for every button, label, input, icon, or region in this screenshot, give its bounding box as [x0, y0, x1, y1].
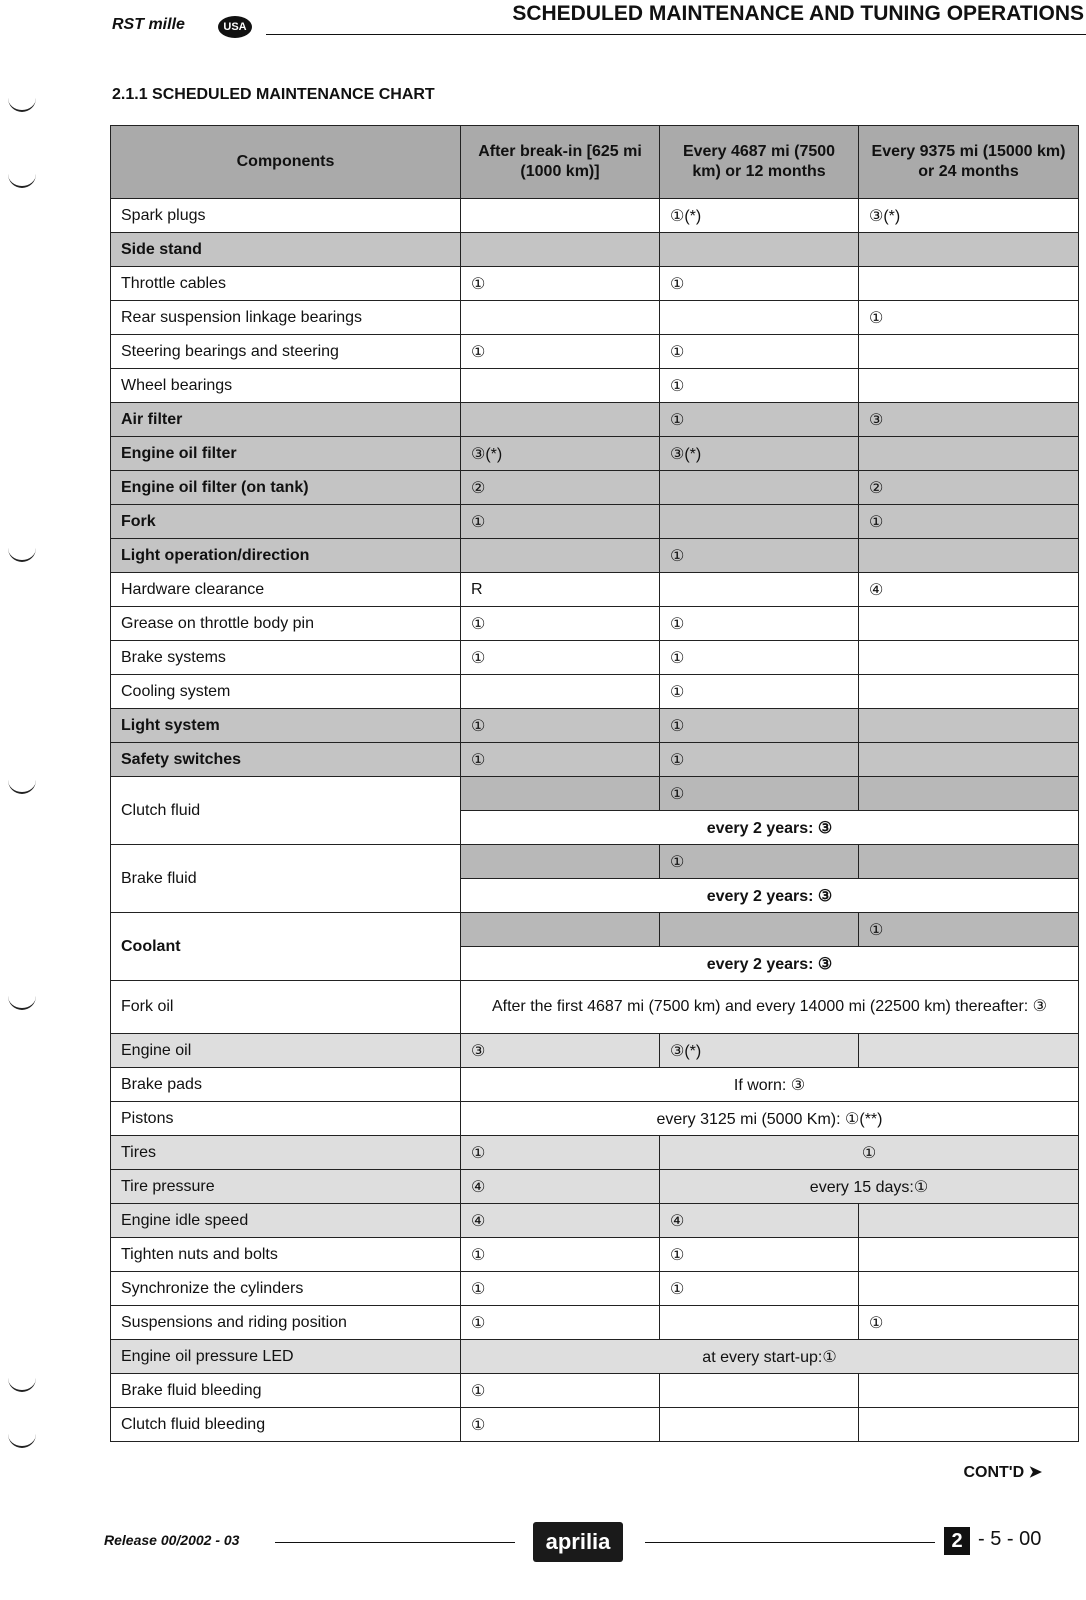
table-cell: [461, 777, 660, 811]
table-cell: ①: [660, 743, 859, 777]
component-label: Tires: [111, 1136, 461, 1170]
table-cell: ①: [660, 1238, 859, 1272]
table-row: [111, 1306, 1079, 1340]
table-cell: ①: [660, 335, 859, 369]
table-cell: ①: [461, 1238, 660, 1272]
table-cell: ①: [660, 403, 859, 437]
table-cell: ①: [461, 505, 660, 539]
table-row: [111, 1204, 1079, 1238]
table-cell: ①: [859, 505, 1079, 539]
table-row: [111, 607, 1079, 641]
table-row: [111, 1272, 1079, 1306]
component-label: Tire pressure: [111, 1170, 461, 1204]
table-cell: [461, 301, 660, 335]
component-label: Synchronize the cylinders: [111, 1272, 461, 1306]
binder-hole-icon: [8, 778, 36, 794]
table-cell: [859, 1238, 1079, 1272]
table-cell: ①: [660, 641, 859, 675]
component-label: Grease on throttle body pin: [111, 607, 461, 641]
component-label: Light system: [111, 709, 461, 743]
table-cell: [660, 301, 859, 335]
table-row: [111, 267, 1079, 301]
table-cell: [859, 1374, 1079, 1408]
usa-badge-icon: USA: [218, 16, 252, 38]
table-cell: [859, 335, 1079, 369]
binder-hole-icon: [8, 546, 36, 562]
table-cell: ④: [859, 573, 1079, 607]
table-row: [111, 709, 1079, 743]
table-row: [111, 471, 1079, 505]
component-label: Fork: [111, 505, 461, 539]
binder-hole-icon: [8, 96, 36, 112]
table-row: [111, 777, 1079, 811]
interval-note: After the first 4687 mi (7500 km) and every 14000 mi (22500 km) thereafter: ③: [461, 981, 1079, 1034]
table-cell: [461, 845, 660, 879]
table-cell: ①: [859, 1306, 1079, 1340]
table-cell: [461, 539, 660, 573]
table-cell: [859, 267, 1079, 301]
table-row: [111, 981, 1079, 1034]
table-row: [111, 1170, 1079, 1204]
table-row: [111, 1408, 1079, 1442]
component-label: Engine oil: [111, 1034, 461, 1068]
table-cell: ①: [660, 845, 859, 879]
release-label: Release 00/2002 - 03: [104, 1532, 240, 1548]
table-cell: ③: [461, 1034, 660, 1068]
table-cell: ③: [859, 403, 1079, 437]
maintenance-chart: [110, 125, 1079, 1442]
table-cell: ①: [859, 913, 1079, 947]
table-cell: ②: [859, 471, 1079, 505]
component-label: Side stand: [111, 233, 461, 267]
interval-note: every 2 years: ③: [461, 947, 1079, 981]
table-cell: [859, 1204, 1079, 1238]
table-cell: [859, 369, 1079, 403]
table-cell: [859, 675, 1079, 709]
table-cell: [461, 675, 660, 709]
table-row: [111, 1238, 1079, 1272]
table-row: [111, 675, 1079, 709]
table-cell: [859, 1034, 1079, 1068]
header-rule: [266, 34, 1086, 35]
table-cell: ①: [461, 267, 660, 301]
table-row: [111, 1068, 1079, 1102]
component-label: Spark plugs: [111, 199, 461, 233]
table-row: [111, 233, 1079, 267]
table-cell: ①: [461, 743, 660, 777]
component-label: Brake fluid: [111, 845, 461, 913]
table-cell: [859, 1408, 1079, 1442]
table-cell: ③(*): [461, 437, 660, 471]
component-label: Wheel bearings: [111, 369, 461, 403]
component-label: Tighten nuts and bolts: [111, 1238, 461, 1272]
table-row: [111, 437, 1079, 471]
component-label: Hardware clearance: [111, 573, 461, 607]
component-label: Throttle cables: [111, 267, 461, 301]
table-cell: [859, 539, 1079, 573]
interval-note: every 2 years: ③: [461, 811, 1079, 845]
table-row: [111, 199, 1079, 233]
component-label: Engine oil filter: [111, 437, 461, 471]
table-cell: [660, 471, 859, 505]
table-cell: [461, 199, 660, 233]
table-cell: [859, 777, 1079, 811]
table-cell: [461, 369, 660, 403]
table-row: [111, 369, 1079, 403]
table-cell: ③(*): [859, 199, 1079, 233]
table-cell: ①: [660, 777, 859, 811]
table-row: [111, 1340, 1079, 1374]
table-cell: ④: [461, 1204, 660, 1238]
table-cell: ①: [461, 1408, 660, 1442]
table-cell: ①: [461, 1306, 660, 1340]
table-cell: [859, 437, 1079, 471]
component-label: Brake fluid bleeding: [111, 1374, 461, 1408]
table-cell: ①: [660, 709, 859, 743]
interval-note: at every start-up:①: [461, 1340, 1079, 1374]
table-cell: [660, 1306, 859, 1340]
table-cell: ①: [461, 607, 660, 641]
table-cell: [660, 505, 859, 539]
header-every-7500: Every 4687 mi (7500 km) or 12 months: [660, 126, 859, 199]
table-row: [111, 641, 1079, 675]
header-every-15000: Every 9375 mi (15000 km) or 24 months: [859, 126, 1079, 199]
component-label: Engine oil pressure LED: [111, 1340, 461, 1374]
table-cell: [461, 403, 660, 437]
component-label: Clutch fluid bleeding: [111, 1408, 461, 1442]
table-row: [111, 403, 1079, 437]
component-label: Coolant: [111, 913, 461, 981]
table-row: [111, 505, 1079, 539]
table-cell: ①: [461, 335, 660, 369]
table-cell: ③(*): [660, 1034, 859, 1068]
component-label: Clutch fluid: [111, 777, 461, 845]
table-cell: [859, 1272, 1079, 1306]
table-cell: ①: [461, 641, 660, 675]
component-label: Brake systems: [111, 641, 461, 675]
table-cell: R: [461, 573, 660, 607]
chart-header-row: [111, 126, 1079, 199]
binder-hole-icon: [8, 1376, 36, 1392]
table-cell: ①: [859, 301, 1079, 335]
table-cell: [660, 913, 859, 947]
component-label: Engine idle speed: [111, 1204, 461, 1238]
component-label: Steering bearings and steering: [111, 335, 461, 369]
binder-hole-icon: [8, 994, 36, 1010]
table-cell: [461, 233, 660, 267]
header-after-break-in: After break-in [625 mi (1000 km)]: [461, 126, 660, 199]
interval-note: every 2 years: ③: [461, 879, 1079, 913]
table-cell: ①: [660, 369, 859, 403]
table-cell: [660, 1374, 859, 1408]
component-label: Suspensions and riding position: [111, 1306, 461, 1340]
table-cell: ①: [660, 1136, 1079, 1170]
table-cell: ①: [660, 1272, 859, 1306]
interval-note: If worn: ③: [461, 1068, 1079, 1102]
table-cell: every 15 days:①: [660, 1170, 1079, 1204]
table-cell: ①: [660, 675, 859, 709]
table-row: [111, 1102, 1079, 1136]
component-label: Safety switches: [111, 743, 461, 777]
table-row: [111, 1374, 1079, 1408]
table-cell: [660, 1408, 859, 1442]
header-model: RST mille: [112, 16, 185, 33]
section-number: 2: [944, 1527, 970, 1555]
table-cell: ①: [660, 539, 859, 573]
footer-rule: [275, 1542, 515, 1543]
table-row: [111, 1034, 1079, 1068]
section-title: 2.1.1 SCHEDULED MAINTENANCE CHART: [112, 86, 435, 103]
binder-hole-icon: [8, 172, 36, 188]
binder-hole-icon: [8, 1432, 36, 1448]
table-cell: [859, 641, 1079, 675]
table-cell: [859, 845, 1079, 879]
footer-rule: [645, 1542, 935, 1543]
table-cell: [461, 913, 660, 947]
component-label: Rear suspension linkage bearings: [111, 301, 461, 335]
component-label: Air filter: [111, 403, 461, 437]
component-label: Fork oil: [111, 981, 461, 1034]
table-cell: ①: [461, 1272, 660, 1306]
component-label: Cooling system: [111, 675, 461, 709]
table-cell: [859, 743, 1079, 777]
header-components: Components: [111, 126, 461, 199]
table-cell: ①: [660, 267, 859, 301]
table-row: [111, 1136, 1079, 1170]
table-cell: [660, 233, 859, 267]
table-cell: ④: [461, 1170, 660, 1204]
page-number: - 5 - 00: [978, 1528, 1042, 1550]
table-cell: [859, 607, 1079, 641]
table-cell: ①: [660, 607, 859, 641]
table-cell: [859, 709, 1079, 743]
table-row: [111, 539, 1079, 573]
component-label: Engine oil filter (on tank): [111, 471, 461, 505]
table-row: [111, 301, 1079, 335]
page-title: SCHEDULED MAINTENANCE AND TUNING OPERATIONS: [512, 2, 1084, 25]
table-cell: ①: [461, 1136, 660, 1170]
table-cell: ①: [461, 709, 660, 743]
interval-note: every 3125 mi (5000 Km): ①(**): [461, 1102, 1079, 1136]
aprilia-logo: aprilia: [533, 1522, 623, 1562]
table-row: [111, 573, 1079, 607]
table-row: [111, 913, 1079, 947]
table-cell: ④: [660, 1204, 859, 1238]
table-cell: ③(*): [660, 437, 859, 471]
table-cell: [660, 573, 859, 607]
table-cell: ①: [461, 1374, 660, 1408]
table-row: [111, 845, 1079, 879]
continued-label: CONT'D ➤: [963, 1464, 1042, 1481]
component-label: Brake pads: [111, 1068, 461, 1102]
component-label: Light operation/direction: [111, 539, 461, 573]
table-cell: ①(*): [660, 199, 859, 233]
table-row: [111, 335, 1079, 369]
table-cell: [859, 233, 1079, 267]
table-row: [111, 743, 1079, 777]
table-cell: ②: [461, 471, 660, 505]
component-label: Pistons: [111, 1102, 461, 1136]
